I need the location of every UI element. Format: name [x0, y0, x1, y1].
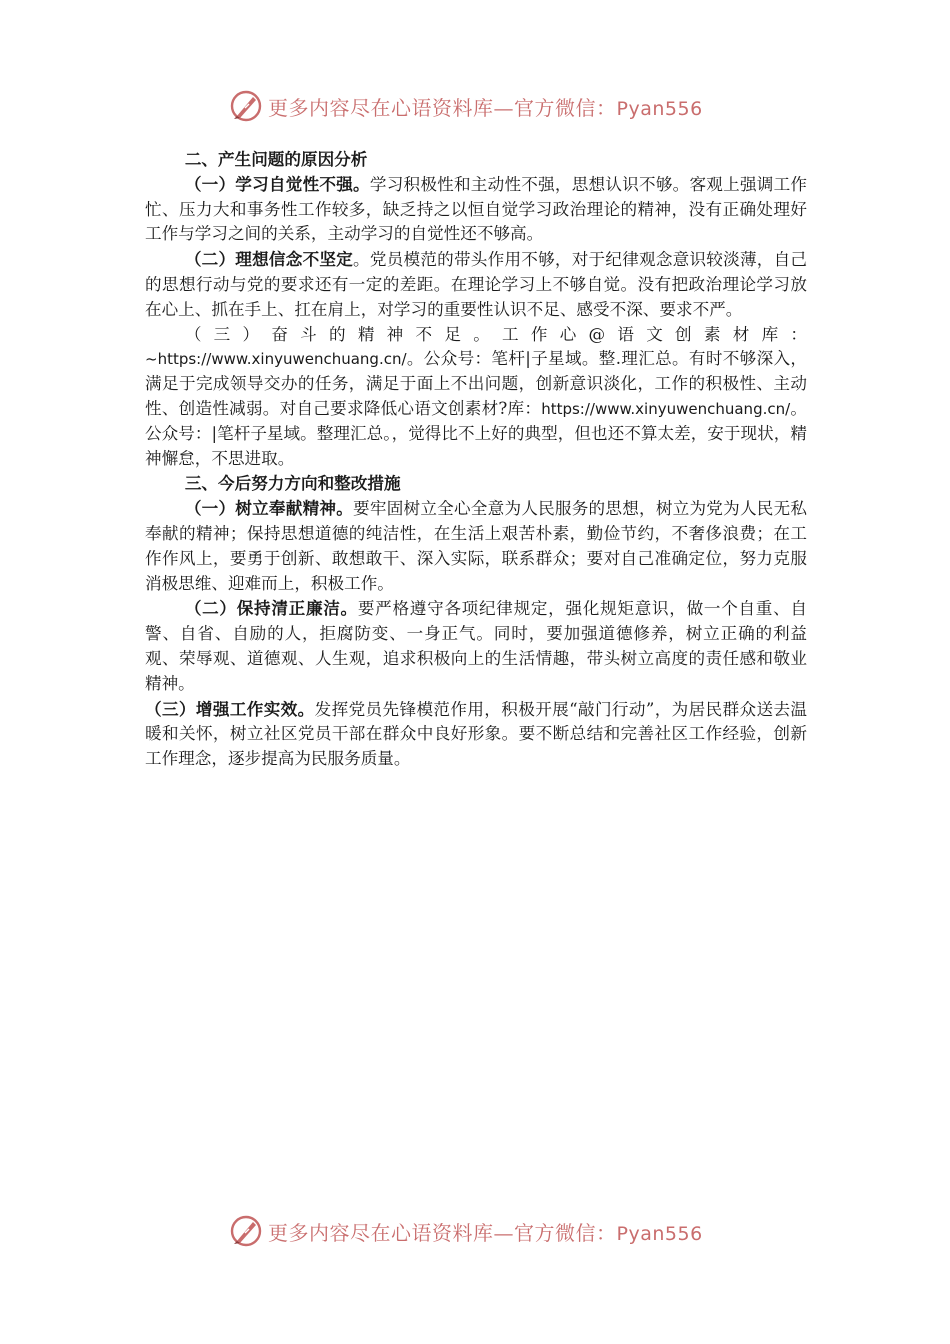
- paragraph-label: （一）学习自觉性不强。: [184, 173, 370, 194]
- paragraph: （二）保持清正廉洁。要严格遵守各项纪律规定，强化规矩意识，做一个自重、自警、自省、自励的人，拒腐防变、一身正气。同时，要加强道德修养，树立正确的利益观、荣辱观、道德观、人生观，追求积极向上的生活情趣，带头树立高度的责任感和敬业精神。: [145, 598, 808, 693]
- section-heading: 三、今后努力方向和整改措施: [184, 473, 401, 494]
- watermark-banner-bottom: [228, 1211, 703, 1251]
- watermark-text: 更多内容尽在心语资料库—官方微信：Pyan556: [268, 1220, 703, 1245]
- paragraph-label: （二）理想信念不坚定: [184, 249, 354, 270]
- url-text: ~https://www.xinyuwenchuang.cn/: [145, 350, 407, 369]
- url-text: https://www.xinyuwenchuang.cn/: [541, 399, 791, 418]
- paragraph: （二）理想信念不坚定。党员模范的带头作用不够，对于纪律观念意识较淡薄，自己的思想行动与党的要求还有一定的差距。在理论学习上不够自觉。没有把政治理论学习放在心上、抓在手上、扛在肩上，对学习的重要性认识不足、感受不深、要求不严。: [145, 249, 808, 319]
- paragraph: （一）学习自觉性不强。学习积极性和主动性不强，思想认识不够。客观上强调工作忙、压力大和事务性工作较多，缺乏持之以恒自觉学习政治理论的精神，没有正确处理好工作与学习之间的关系，主动学习的自觉性还不够高。: [145, 173, 808, 244]
- paragraph-label: （二）保持清正廉洁。: [184, 598, 358, 619]
- pen-nib-circle-logo-icon: [228, 1213, 264, 1249]
- paragraph: （三）奋斗的精神不足。工作心@语文创素材库：~https://www.xinyuwenchuang.cn/。公众号：笔杆|子星域。整.理汇总。有时不够深入，满足于完成领导交办的任务，满足于面上不出问题，创新意识淡化，工作的积极性、主动性、创造性减弱。对自己要求降低心语文创素材?库：https://www.xinyuwenchuang.cn/。公众号：|笔杆子星域。整理汇总。，觉得比不上好的典型，但也还不算太差，安于现状，精神懈怠，不思进取。: [145, 324, 808, 468]
- paragraph-label: （三）增强工作实效。: [145, 698, 315, 719]
- section-heading: 二、产生问题的原因分析: [184, 149, 368, 169]
- watermark-banner-top: [228, 86, 703, 126]
- paragraph-label: （一）树立奉献精神。: [184, 498, 354, 519]
- pen-nib-circle-logo-icon: [228, 88, 264, 124]
- watermark-text: 更多内容尽在心语资料库—官方微信：Pyan556: [268, 95, 703, 120]
- document-body: [145, 147, 807, 772]
- paragraph: （三）增强工作实效。发挥党员先锋模范作用，积极开展“敲门行动”，为居民群众送去温暖和关怀，树立社区党员干部在群众中良好形象。要不断总结和完善社区工作经验，创新工作理念，逐步提高为民服务质量。: [145, 698, 808, 769]
- paragraph: （一）树立奉献精神。要牢固树立全心全意为人民服务的思想，树立为党为人民无私奉献的精神；保持思想道德的纯洁性，在生活上艰苦朴素，勤俭节约，不奢侈浪费；在工作作风上，要勇于创新、敢想敢干、深入实际，联系群众；要对自己准确定位，努力克服消极思维、迎难而上，积极工作。: [145, 498, 808, 593]
